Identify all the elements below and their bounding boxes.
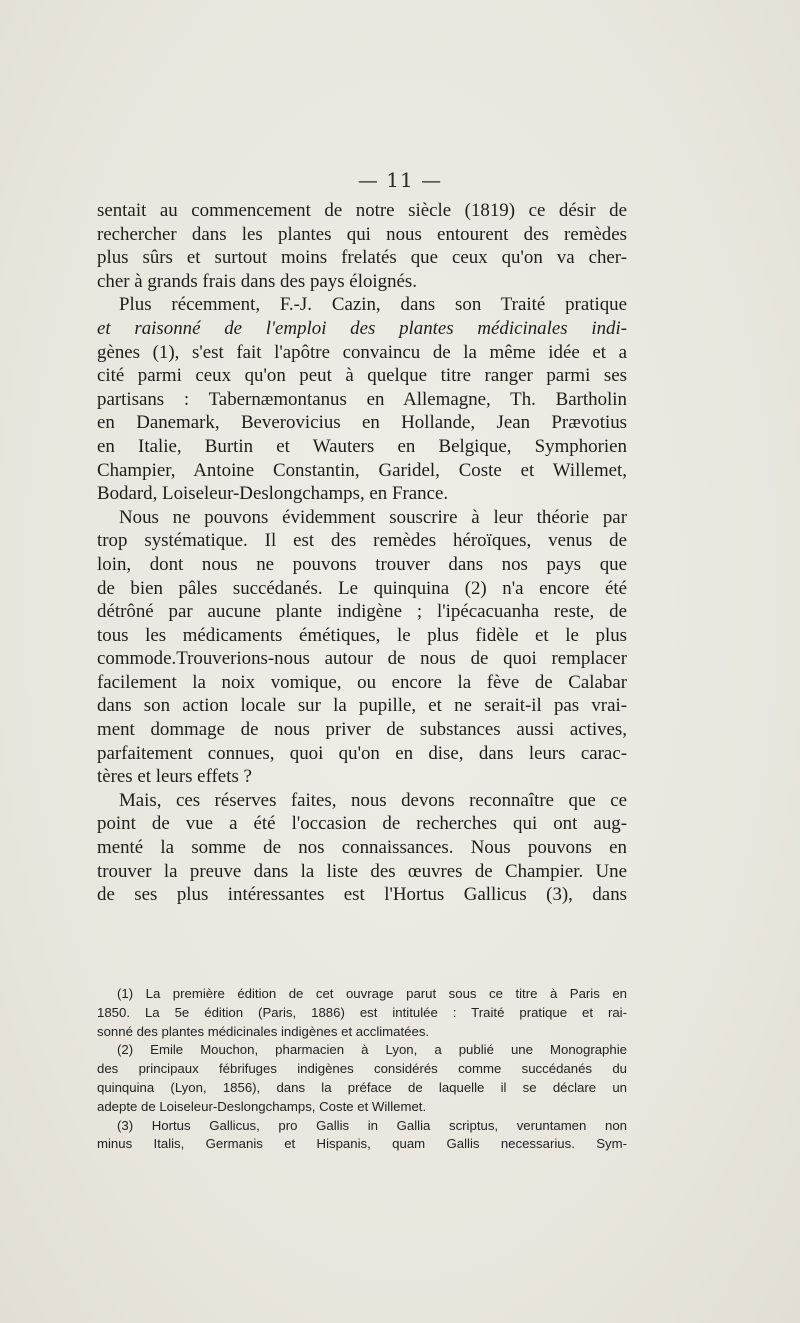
body-line: trop systématique. Il est des remèdes héroïques, venus de [97,530,627,552]
body-line: Bodard, Loiseleur-Deslongchamps, en France. [97,483,449,505]
body-line: cher à grands frais dans des pays éloignés. [97,270,417,292]
footnote-line: (3) Hortus Gallicus, pro Gallis in Gallia scriptus, veruntamen non [117,1117,627,1133]
body-line: loin, dont nous ne pouvons trouver dans nos pays que [97,553,627,575]
footnote-line: minus Italis, Germanis et Hispanis, quam Gallis necessarius. Sym- [97,1136,627,1152]
footnote-line: (1) La première édition de cet ouvrage parut sous ce titre à Paris en [117,986,627,1001]
body-line: Nous ne pouvons évidemment souscrire à leur théorie par [119,506,627,528]
body-line: rechercher dans les plantes qui nous entourent des remèdes [97,223,627,245]
body-line: de bien pâles succédanés. Le quinquina (2) n'a encore été [97,577,627,599]
body-line: de ses plus intéressantes est l'Hortus Gallicus (3), dans [97,884,627,906]
body-line: en Danemark, Beverovicius en Hollande, Jean Prævotius [97,412,627,434]
body-line: détrôné par aucune plante indigène ; l'ipécacuanha reste, de [97,601,627,623]
body-line: ment dommage de nous priver de substances aussi actives, [97,719,627,741]
body-line: cité parmi ceux qu'on peut à quelque titre ranger parmi ses [97,365,627,387]
body-line: partisans : Tabernæmontanus en Allemagne, Th. Bartholin [97,388,627,410]
body-line: menté la somme de nos connaissances. Nous pouvons en [97,837,627,859]
body-line: facilement la noix vomique, ou encore la fève de Calabar [97,671,627,693]
body-line: et raisonné de l'emploi des plantes médicinales indi- [97,317,627,339]
body-text [97,199,627,907]
footnote-line: quinquina (Lyon, 1856), dans la préface de laquelle il se déclare un [97,1079,627,1095]
body-line: parfaitement connues, quoi qu'on en dise, dans leurs carac- [97,742,627,764]
body-line: tous les médicaments émétiques, le plus fidèle et le plus [97,624,627,646]
body-line: trouver la preuve dans la liste des œuvres de Champier. Une [97,860,627,882]
body-line: commode.Trouverions-nous autour de nous de quoi remplacer [97,648,627,670]
footnote-line: 1850. La 5e édition (Paris, 1886) est intitulée : Traité pratique et rai- [97,1004,627,1020]
body-line: plus sûrs et surtout moins frelatés que ceux qu'on va cher- [97,247,627,269]
footnote-line: adepte de Loiseleur-Deslongchamps, Coste et Willemet. [97,1098,427,1114]
footnote-line: (2) Emile Mouchon, pharmacien à Lyon, a publié une Monographie [117,1042,627,1058]
footnote-line: des principaux fébrifuges indigènes considérés comme succédanés du [97,1061,627,1077]
body-line: en Italie, Burtin et Wauters en Belgique, Symphorien [97,435,627,457]
body-line: dans son action locale sur la pupille, et ne serait-il pas vrai- [97,695,627,717]
body-line: point de vue a été l'occasion de recherches qui ont aug- [97,813,627,835]
footnotes [97,985,627,1154]
body-line: tères et leurs effets ? [97,766,252,788]
page-number: — 11 — [357,168,443,192]
body-line: Mais, ces réserves faites, nous devons reconnaître que ce [119,789,627,811]
body-line: Plus récemment, F.-J. Cazin, dans son Traité pratique [119,294,627,316]
body-line: gènes (1), s'est fait l'apôtre convaincu de la même idée et a [97,341,627,363]
body-line: Champier, Antoine Constantin, Garidel, Coste et Willemet, [97,459,627,481]
footnote-line: sonné des plantes médicinales indigènes et acclimatées. [97,1023,430,1039]
body-line: sentait au commencement de notre siècle (1819) ce désir de [97,200,627,221]
